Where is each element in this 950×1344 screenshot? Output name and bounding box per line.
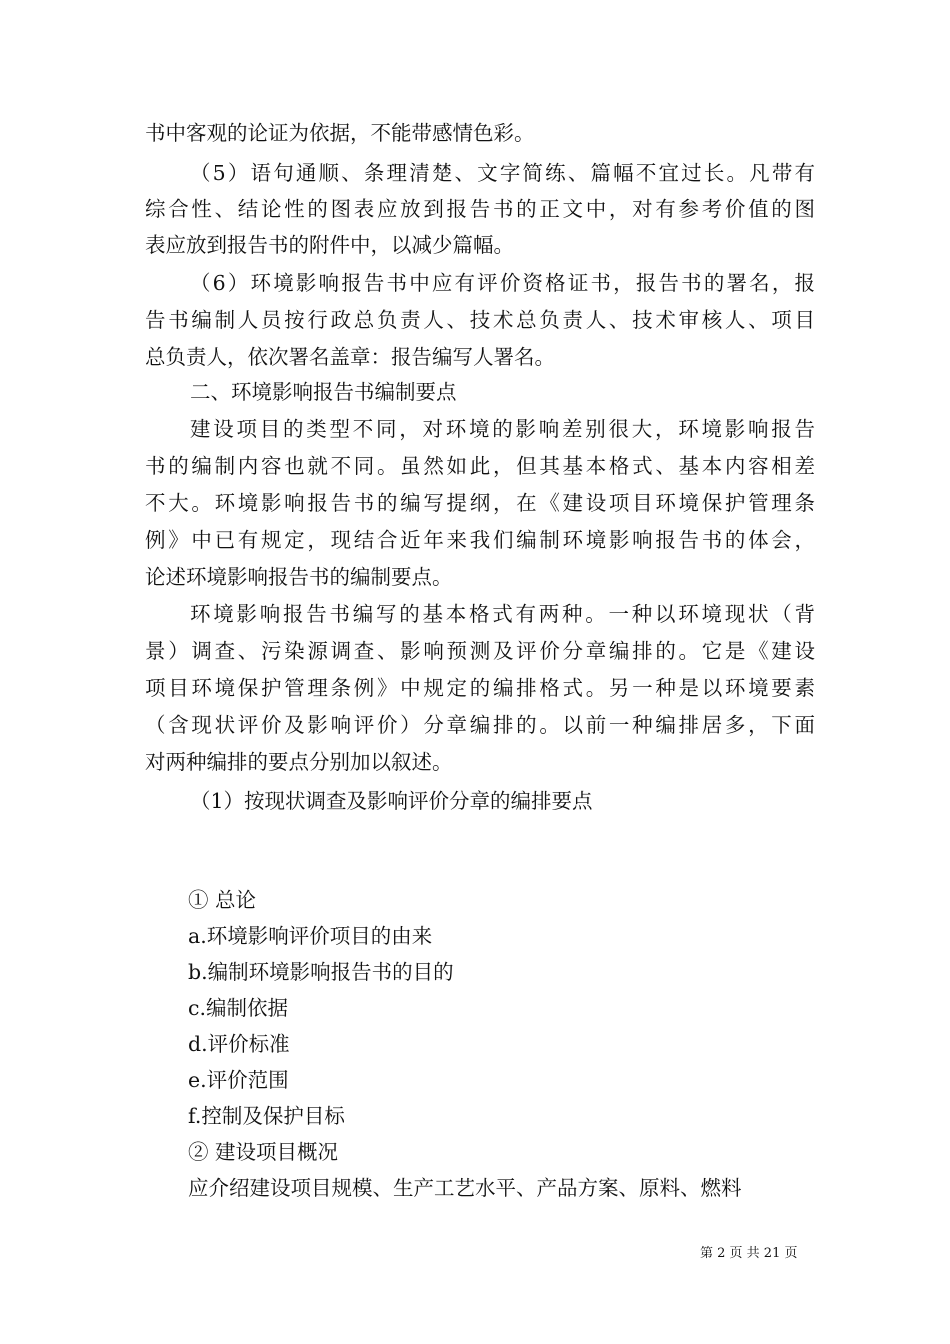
list-item: e.评价范围 bbox=[188, 1068, 289, 1092]
page-number: 第 2 页 共 21 页 bbox=[700, 1246, 798, 1261]
paragraph-line: 应介绍建设项目规模、生产工艺水平、产品方案、原料、燃料 bbox=[188, 1176, 742, 1200]
list-item: d.评价标准 bbox=[188, 1032, 290, 1056]
list-item: c.编制依据 bbox=[188, 996, 288, 1020]
paragraph-line: （6）环境影响报告书中应有评价资格证书，报告书的署名，报 bbox=[190, 271, 815, 295]
paragraph-line: 综合性、结论性的图表应放到报告书的正文中，对有参考价值的图 bbox=[145, 197, 815, 221]
list-heading: ② 建设项目概况 bbox=[188, 1140, 339, 1164]
paragraph-line: 书中客观的论证为依据，不能带感情色彩。 bbox=[145, 121, 535, 145]
paragraph-line: 总负责人，依次署名盖章：报告编写人署名。 bbox=[145, 345, 555, 369]
paragraph-line: 论述环境影响报告书的编制要点。 bbox=[145, 565, 453, 589]
paragraph-line: 对两种编排的要点分别加以叙述。 bbox=[145, 750, 453, 774]
subsection-heading: （1）按现状调查及影响评价分章的编排要点 bbox=[190, 789, 593, 813]
paragraph-line: 项目环境保护管理条例》中规定的编排格式。另一种是以环境要素 bbox=[145, 676, 815, 700]
paragraph-line: 表应放到报告书的附件中，以减少篇幅。 bbox=[145, 233, 514, 257]
paragraph-line: 环境影响报告书编写的基本格式有两种。一种以环境现状（背 bbox=[190, 602, 815, 626]
section-heading: 二、环境影响报告书编制要点 bbox=[190, 380, 457, 404]
paragraph-line: 书的编制内容也就不同。虽然如此，但其基本格式、基本内容相差 bbox=[145, 454, 815, 478]
paragraph-line: 不大。环境影响报告书的编写提纲，在《建设项目环境保护管理条 bbox=[145, 491, 815, 515]
list-item: a.环境影响评价项目的由来 bbox=[188, 924, 433, 948]
list-heading: ① 总论 bbox=[188, 888, 257, 912]
list-item: b.编制环境影响报告书的目的 bbox=[188, 960, 454, 984]
paragraph-line: 景）调查、污染源调查、影响预测及评价分章编排的。它是《建设 bbox=[145, 639, 815, 663]
paragraph-line: 告书编制人员按行政总负责人、技术总负责人、技术审核人、项目 bbox=[145, 308, 815, 332]
list-item: f.控制及保护目标 bbox=[188, 1104, 345, 1128]
paragraph-line: 例》中已有规定，现结合近年来我们编制环境影响报告书的体会， bbox=[145, 528, 815, 552]
paragraph-line: （含现状评价及影响评价）分章编排的。以前一种编排居多，下面 bbox=[145, 713, 815, 737]
paragraph-line: （5）语句通顺、条理清楚、文字简练、篇幅不宜过长。凡带有 bbox=[190, 161, 815, 185]
paragraph-line: 建设项目的类型不同，对环境的影响差别很大，环境影响报告 bbox=[190, 417, 815, 441]
